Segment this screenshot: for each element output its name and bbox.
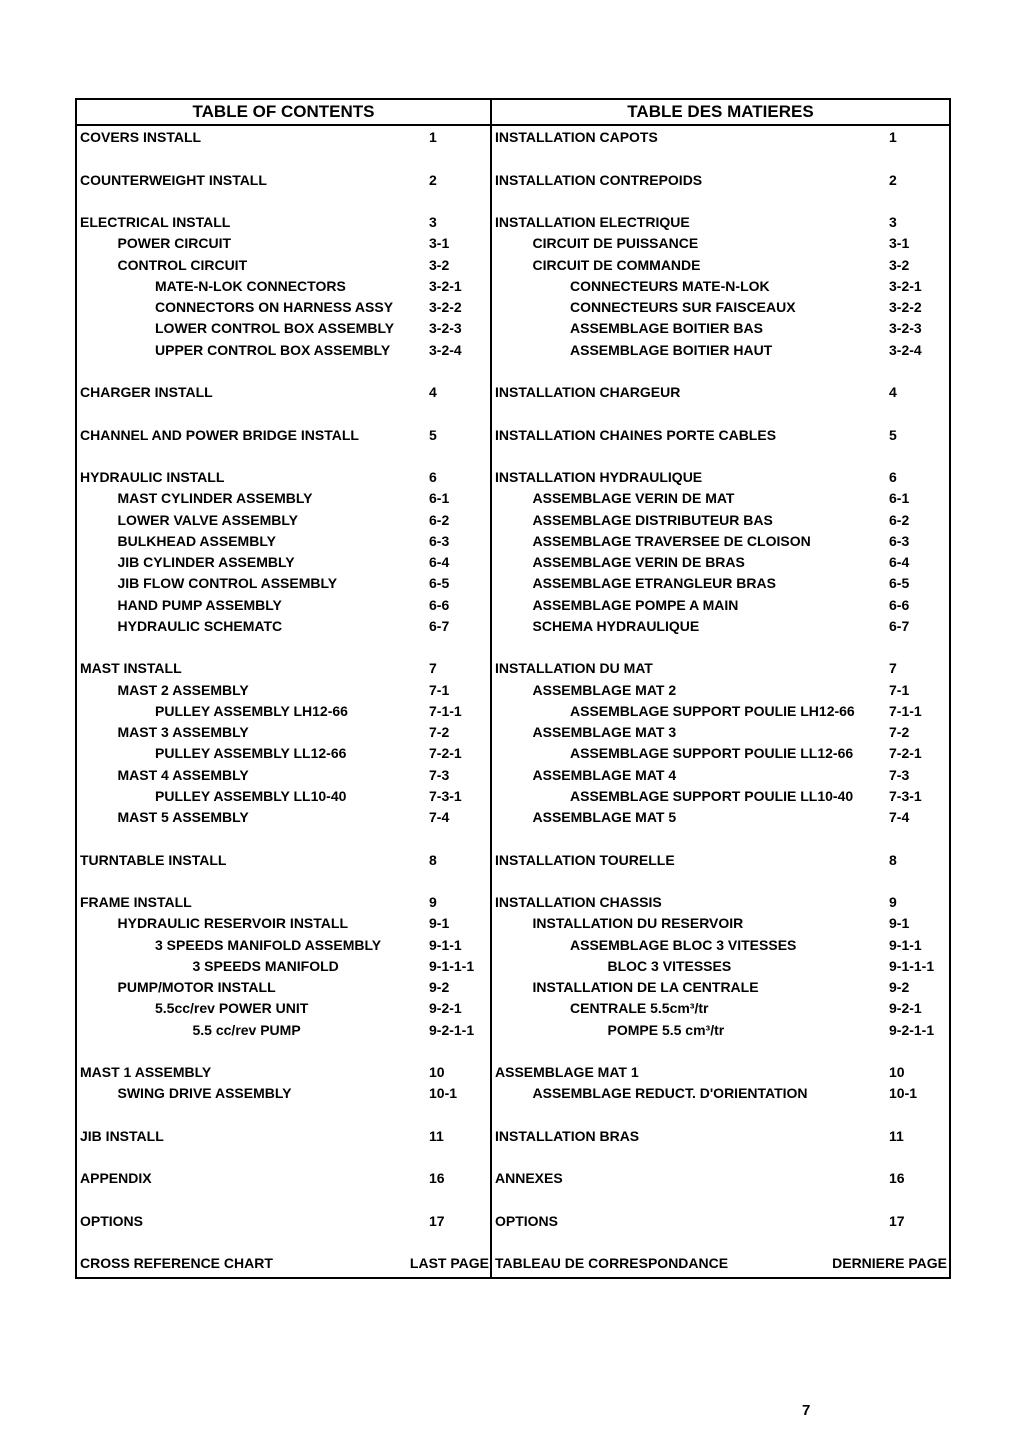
toc-entry bbox=[77, 1020, 490, 1041]
toc-entry bbox=[492, 743, 949, 764]
toc-entry-page: 4 bbox=[429, 384, 437, 400]
toc-entry-page: 7-3-1 bbox=[429, 787, 462, 804]
toc-entry-page: 9-1-1 bbox=[889, 936, 922, 953]
toc-entry-title: OPTIONS bbox=[495, 1212, 559, 1229]
toc-entry-page: 7 bbox=[429, 660, 437, 677]
toc-entry bbox=[77, 765, 490, 786]
toc-entry-title: INSTALLATION CAPOTS bbox=[495, 129, 658, 145]
toc-entry bbox=[492, 233, 949, 254]
toc-entry-title: INSTALLATION CHASSIS bbox=[495, 894, 662, 910]
toc-entry-page: 3-2-1 bbox=[889, 277, 922, 294]
toc-entry-page: 7 bbox=[889, 660, 897, 677]
toc-entry-title: HYDRAULIC INSTALL bbox=[80, 469, 225, 485]
toc-entry bbox=[492, 998, 949, 1019]
toc-entry-title: INSTALLATION DU MAT bbox=[495, 660, 653, 677]
toc-entry bbox=[492, 1253, 949, 1274]
toc-entry-title: INSTALLATION DU RESERVOIR bbox=[532, 915, 744, 932]
toc-entry-page: 6-4 bbox=[889, 554, 910, 570]
toc-entry-page: 3 bbox=[889, 214, 897, 230]
toc-entry-title: 5.5cc/rev POWER UNIT bbox=[155, 1000, 309, 1017]
toc-entry-title: ASSEMBLAGE MAT 4 bbox=[532, 766, 677, 783]
toc-entry-page: 6 bbox=[429, 469, 437, 485]
toc-entry-page: 2 bbox=[889, 171, 897, 188]
toc-entry-page: 9-2-1-1 bbox=[889, 1021, 935, 1038]
toc-entry-page: 9-1-1-1 bbox=[889, 957, 935, 974]
toc-entry bbox=[492, 340, 949, 361]
toc-entry-title: 3 SPEEDS MANIFOLD bbox=[192, 957, 339, 974]
toc-entry-title: ASSEMBLAGE TRAVERSEE DE CLOISON bbox=[532, 532, 811, 549]
toc-entry-page: 7-2-1 bbox=[429, 745, 462, 762]
toc-entry-title: CONTROL CIRCUIT bbox=[117, 256, 248, 273]
toc-entry-title: ASSEMBLAGE SUPPORT POULIE LL10-40 bbox=[570, 787, 854, 804]
toc-entry bbox=[492, 552, 949, 573]
toc-entry-title: MAST INSTALL bbox=[80, 660, 182, 677]
toc-entry bbox=[492, 977, 949, 998]
toc-entry-page: 7-2-1 bbox=[889, 745, 922, 762]
toc-entry-title: 3 SPEEDS MANIFOLD ASSEMBLY bbox=[155, 936, 382, 953]
toc-entry-page: 10-1 bbox=[429, 1085, 458, 1102]
toc-entry bbox=[492, 892, 949, 913]
toc-entry-title: CONNECTEURS SUR FAISCEAUX bbox=[570, 299, 796, 315]
toc-entry-page: 3 bbox=[429, 214, 437, 230]
toc-entry bbox=[492, 297, 949, 318]
toc-entry bbox=[77, 255, 490, 276]
toc-entry-title: ASSEMBLAGE MAT 5 bbox=[532, 809, 677, 825]
toc-entry-page: LAST PAGE bbox=[409, 1255, 489, 1272]
toc-entry bbox=[492, 127, 949, 148]
toc-entry-page: 3-1 bbox=[429, 235, 450, 252]
toc-entry-page: 3-2-4 bbox=[889, 341, 922, 358]
toc-entry-title: APPENDIX bbox=[80, 1170, 152, 1187]
toc-entry bbox=[492, 595, 949, 616]
toc-entry-title: MAST 2 ASSEMBLY bbox=[117, 681, 249, 698]
toc-entry bbox=[77, 318, 490, 339]
toc-entry-title: INSTALLATION CHAINES PORTE CABLES bbox=[495, 426, 777, 443]
toc-entry-page: 3-2-2 bbox=[429, 299, 462, 315]
toc-entry bbox=[492, 255, 949, 276]
toc-entry-page: 1 bbox=[889, 129, 897, 145]
toc-entry-title: PULLEY ASSEMBLY LL10-40 bbox=[155, 787, 347, 804]
toc-entry-title: MAST 3 ASSEMBLY bbox=[117, 724, 249, 740]
toc-entry bbox=[492, 1168, 949, 1189]
toc-entry-title: ASSEMBLAGE POMPE A MAIN bbox=[532, 596, 739, 613]
toc-entry-page: 6-5 bbox=[889, 575, 910, 592]
toc-entry-page: 6-7 bbox=[889, 617, 910, 634]
toc-entry-title: ASSEMBLAGE SUPPORT POULIE LH12-66 bbox=[570, 702, 855, 719]
toc-entry-page: 6-3 bbox=[889, 532, 910, 549]
toc-entry-title: SWING DRIVE ASSEMBLY bbox=[117, 1085, 292, 1102]
toc-entry-page: 9-1-1 bbox=[429, 936, 462, 953]
toc-column-english bbox=[77, 100, 490, 1277]
toc-entry-page: 6-4 bbox=[429, 554, 450, 570]
toc-entry bbox=[77, 913, 490, 934]
toc-entry-page: 6-6 bbox=[889, 596, 910, 613]
toc-entry-page: 6-3 bbox=[429, 532, 450, 549]
toc-title-english: TABLE OF CONTENTS bbox=[77, 100, 490, 126]
toc-entry bbox=[492, 170, 949, 191]
toc-entry bbox=[492, 616, 949, 637]
toc-entry bbox=[77, 552, 490, 573]
toc-entry-title: PUMP/MOTOR INSTALL bbox=[117, 979, 276, 995]
toc-entry bbox=[77, 510, 490, 531]
toc-entry bbox=[492, 425, 949, 446]
toc-entry bbox=[77, 1083, 490, 1104]
toc-entry-page: 10-1 bbox=[889, 1085, 918, 1102]
toc-entry bbox=[77, 701, 490, 722]
toc-entry-title: HYDRAULIC SCHEMATC bbox=[117, 617, 283, 634]
toc-entry-title: COVERS INSTALL bbox=[80, 129, 202, 145]
toc-entry-title: LOWER VALVE ASSEMBLY bbox=[117, 511, 298, 528]
toc-entry-title: ASSEMBLAGE BOITIER BAS bbox=[570, 320, 763, 337]
toc-entry-title: ASSEMBLAGE VERIN DE BRAS bbox=[532, 554, 745, 570]
toc-entry-page: 7-1-1 bbox=[889, 702, 922, 719]
toc-entry-page: 7-4 bbox=[429, 809, 450, 825]
toc-entry-title: SCHEMA HYDRAULIQUE bbox=[532, 617, 700, 634]
toc-entry-title: PULLEY ASSEMBLY LH12-66 bbox=[155, 702, 348, 719]
toc-entry-title: CONNECTEURS MATE-N-LOK bbox=[570, 277, 770, 294]
toc-entry bbox=[77, 680, 490, 701]
toc-entry-title: JIB CYLINDER ASSEMBLY bbox=[117, 554, 295, 570]
toc-entry-title: ELECTRICAL INSTALL bbox=[80, 214, 231, 230]
toc-entry-title: LOWER CONTROL BOX ASSEMBLY bbox=[155, 320, 395, 337]
toc-entry bbox=[492, 488, 949, 509]
toc-entry-page: 9 bbox=[429, 894, 437, 910]
toc-entry-title: ASSEMBLAGE SUPPORT POULIE LL12-66 bbox=[570, 745, 854, 762]
toc-entry-page: DERNIERE PAGE bbox=[832, 1255, 947, 1272]
toc-entry-page: 4 bbox=[889, 384, 897, 400]
page-number: 7 bbox=[802, 1402, 811, 1419]
toc-entry-title: 5.5 cc/rev PUMP bbox=[192, 1021, 301, 1038]
toc-entry bbox=[492, 850, 949, 871]
toc-entry-page: 7-3 bbox=[429, 766, 450, 783]
toc-entry bbox=[77, 892, 490, 913]
toc-entry-page: 3-2 bbox=[429, 256, 450, 273]
toc-entry-page: 9 bbox=[889, 894, 897, 910]
toc-entry bbox=[77, 1062, 490, 1083]
toc-entry-title: ASSEMBLAGE REDUCT. D'ORIENTATION bbox=[532, 1085, 808, 1102]
toc-entry bbox=[77, 977, 490, 998]
toc-entry-page: 7-2 bbox=[889, 724, 910, 740]
toc-entry-page: 7-1 bbox=[429, 681, 450, 698]
toc-entry-page: 7-3 bbox=[889, 766, 910, 783]
toc-entry-title: BULKHEAD ASSEMBLY bbox=[117, 532, 276, 549]
toc-entry-page: 8 bbox=[889, 851, 897, 868]
toc-entry bbox=[492, 1020, 949, 1041]
toc-entry bbox=[492, 1211, 949, 1232]
toc-entry-page: 5 bbox=[429, 426, 437, 443]
toc-entry bbox=[492, 1083, 949, 1104]
toc-entry-page: 9-1 bbox=[429, 915, 450, 932]
toc-entry-title: ASSEMBLAGE DISTRIBUTEUR BAS bbox=[532, 511, 773, 528]
toc-entry-title: COUNTERWEIGHT INSTALL bbox=[80, 171, 267, 188]
toc-entry bbox=[77, 340, 490, 361]
toc-entry-title: INSTALLATION BRAS bbox=[495, 1127, 640, 1144]
toc-entry-page: 5 bbox=[889, 426, 897, 443]
toc-entry bbox=[77, 1126, 490, 1147]
toc-entry-page: 9-1 bbox=[889, 915, 910, 932]
toc-entry-page: 6-7 bbox=[429, 617, 450, 634]
toc-entry-page: 1 bbox=[429, 129, 437, 145]
toc-entry bbox=[492, 510, 949, 531]
toc-entry-page: 6-1 bbox=[429, 490, 450, 507]
toc-entry-title: POMPE 5.5 cm³/tr bbox=[607, 1021, 725, 1038]
toc-entry-title: JIB FLOW CONTROL ASSEMBLY bbox=[117, 575, 338, 592]
toc-entry bbox=[77, 233, 490, 254]
toc-entry-page: 9-2-1 bbox=[889, 1000, 922, 1017]
toc-entry-title: CHARGER INSTALL bbox=[80, 384, 213, 400]
toc-column-french bbox=[490, 100, 949, 1277]
toc-entry bbox=[77, 488, 490, 509]
toc-entry-page: 3-2 bbox=[889, 256, 910, 273]
toc-entry bbox=[492, 212, 949, 233]
toc-entry-page: 16 bbox=[429, 1170, 445, 1187]
toc-entry bbox=[77, 467, 490, 488]
toc-entry-title: ASSEMBLAGE MAT 2 bbox=[532, 681, 677, 698]
toc-entry-page: 10 bbox=[889, 1064, 905, 1080]
toc-entry bbox=[492, 913, 949, 934]
toc-entry-page: 11 bbox=[429, 1127, 444, 1144]
toc-entry-title: INSTALLATION TOURELLE bbox=[495, 851, 675, 868]
toc-entry-page: 3-2-4 bbox=[429, 341, 462, 358]
toc-entry bbox=[77, 127, 490, 148]
toc-entry-title: ASSEMBLAGE ETRANGLEUR BRAS bbox=[532, 575, 776, 592]
toc-entry bbox=[77, 1253, 490, 1274]
toc-entry bbox=[492, 276, 949, 297]
toc-entry-page: 3-1 bbox=[889, 235, 910, 252]
toc-entry-page: 3-2-3 bbox=[889, 320, 922, 337]
toc-entry-title: OPTIONS bbox=[80, 1212, 144, 1229]
toc-entry-title: CENTRALE 5.5cm³/tr bbox=[570, 1000, 709, 1017]
toc-entry-title: INSTALLATION DE LA CENTRALE bbox=[532, 979, 759, 995]
toc-entry bbox=[492, 531, 949, 552]
toc-entry bbox=[492, 701, 949, 722]
toc-entry bbox=[492, 722, 949, 743]
toc-entry-page: 6 bbox=[889, 469, 897, 485]
toc-entry-page: 3-2-3 bbox=[429, 320, 462, 337]
toc-entry-page: 3-2-1 bbox=[429, 277, 462, 294]
toc-entry bbox=[77, 722, 490, 743]
toc-entry bbox=[77, 531, 490, 552]
toc-entry-page: 17 bbox=[429, 1212, 445, 1229]
toc-entry-title: MAST 4 ASSEMBLY bbox=[117, 766, 249, 783]
toc-entry-page: 6-2 bbox=[429, 511, 450, 528]
toc-entry bbox=[77, 595, 490, 616]
toc-entry bbox=[492, 956, 949, 977]
toc-entry bbox=[77, 616, 490, 637]
toc-entry bbox=[77, 743, 490, 764]
toc-entry-title: TURNTABLE INSTALL bbox=[80, 851, 227, 868]
toc-entry-title: INSTALLATION CHARGEUR bbox=[495, 384, 681, 400]
toc-entry-title: CROSS REFERENCE CHART bbox=[80, 1255, 273, 1272]
toc-entry bbox=[492, 467, 949, 488]
toc-entry-title: MAST 1 ASSEMBLY bbox=[80, 1064, 212, 1080]
toc-entry-title: HYDRAULIC RESERVOIR INSTALL bbox=[117, 915, 348, 932]
toc-entry bbox=[77, 786, 490, 807]
toc-entry-title: PULLEY ASSEMBLY LL12-66 bbox=[155, 745, 347, 762]
toc-entry-title: MAST 5 ASSEMBLY bbox=[117, 809, 249, 825]
toc-entry-page: 9-2-1-1 bbox=[429, 1021, 475, 1038]
toc-entry bbox=[492, 318, 949, 339]
toc-entry-page: 7-3-1 bbox=[889, 787, 922, 804]
toc-entry-title: BLOC 3 VITESSES bbox=[607, 957, 732, 974]
toc-entry bbox=[492, 786, 949, 807]
toc-entry-page: 6-2 bbox=[889, 511, 910, 528]
toc-entry-title: CIRCUIT DE COMMANDE bbox=[532, 256, 701, 273]
toc-entry-title: CHANNEL AND POWER BRIDGE INSTALL bbox=[80, 426, 359, 443]
toc-title-french: TABLE DES MATIERES bbox=[492, 100, 949, 126]
toc-entry bbox=[492, 658, 949, 679]
toc-entry-page: 10 bbox=[429, 1064, 445, 1080]
toc-entry-page: 17 bbox=[889, 1212, 905, 1229]
toc-entry-title: ASSEMBLAGE MAT 3 bbox=[532, 724, 677, 740]
toc-entry-title: MATE-N-LOK CONNECTORS bbox=[155, 277, 346, 294]
toc-entry-title: ASSEMBLAGE VERIN DE MAT bbox=[532, 490, 735, 507]
toc-entry-title: FRAME INSTALL bbox=[80, 894, 192, 910]
toc-entry bbox=[77, 998, 490, 1019]
toc-entry-page: 2 bbox=[429, 171, 437, 188]
toc-entry-page: 9-2 bbox=[889, 979, 910, 995]
toc-entry bbox=[77, 1211, 490, 1232]
toc-entry bbox=[492, 935, 949, 956]
toc-entry-title: CIRCUIT DE PUISSANCE bbox=[532, 235, 699, 252]
toc-entry-title: POWER CIRCUIT bbox=[117, 235, 232, 252]
toc-entry-title: ASSEMBLAGE MAT 1 bbox=[495, 1064, 639, 1080]
toc-entry-page: 9-2-1 bbox=[429, 1000, 462, 1017]
toc-entry-title: ANNEXES bbox=[495, 1170, 563, 1187]
toc-entry bbox=[77, 850, 490, 871]
toc-entry-page: 6-5 bbox=[429, 575, 450, 592]
toc-entry-title: TABLEAU DE CORRESPONDANCE bbox=[495, 1255, 729, 1272]
toc-entry bbox=[492, 1126, 949, 1147]
toc-entry-page: 7-2 bbox=[429, 724, 450, 740]
toc-entry-title: ASSEMBLAGE BLOC 3 VITESSES bbox=[570, 936, 797, 953]
toc-entry-page: 7-1-1 bbox=[429, 702, 462, 719]
toc-entry bbox=[77, 212, 490, 233]
toc-entry-page: 7-1 bbox=[889, 681, 910, 698]
toc-entry bbox=[492, 765, 949, 786]
table-of-contents bbox=[75, 98, 951, 1279]
toc-entry-title: HAND PUMP ASSEMBLY bbox=[117, 596, 282, 613]
toc-entry bbox=[77, 276, 490, 297]
toc-entry-title: UPPER CONTROL BOX ASSEMBLY bbox=[155, 341, 391, 358]
toc-entry bbox=[492, 573, 949, 594]
toc-entry bbox=[77, 297, 490, 318]
toc-entry-title: INSTALLATION CONTREPOIDS bbox=[495, 171, 703, 188]
toc-entry-title: JIB INSTALL bbox=[80, 1127, 164, 1144]
toc-entry-page: 6-1 bbox=[889, 490, 910, 507]
toc-entry bbox=[77, 935, 490, 956]
toc-entry bbox=[77, 807, 490, 828]
toc-entry-page: 9-1-1-1 bbox=[429, 957, 475, 974]
toc-entry bbox=[77, 425, 490, 446]
toc-entry-page: 8 bbox=[429, 851, 437, 868]
toc-entry-page: 16 bbox=[889, 1170, 905, 1187]
toc-entry bbox=[492, 1062, 949, 1083]
toc-entry bbox=[77, 1168, 490, 1189]
toc-entry bbox=[492, 807, 949, 828]
toc-entry bbox=[77, 382, 490, 403]
toc-entry-title: CONNECTORS ON HARNESS ASSY bbox=[155, 299, 394, 315]
toc-entry-page: 3-2-2 bbox=[889, 299, 922, 315]
toc-entry-title: ASSEMBLAGE BOITIER HAUT bbox=[570, 341, 773, 358]
toc-entry-title: INSTALLATION HYDRAULIQUE bbox=[495, 469, 703, 485]
toc-entry-page: 6-6 bbox=[429, 596, 450, 613]
toc-entry-page: 11 bbox=[889, 1127, 904, 1144]
toc-entry bbox=[77, 658, 490, 679]
toc-entry bbox=[492, 680, 949, 701]
toc-entry-title: MAST CYLINDER ASSEMBLY bbox=[117, 490, 313, 507]
toc-entry bbox=[492, 382, 949, 403]
toc-entry-title: INSTALLATION ELECTRIQUE bbox=[495, 214, 690, 230]
toc-entry-page: 7-4 bbox=[889, 809, 910, 825]
toc-entry bbox=[77, 170, 490, 191]
toc-entry bbox=[77, 956, 490, 977]
toc-entry-page: 9-2 bbox=[429, 979, 450, 995]
toc-entry bbox=[77, 573, 490, 594]
